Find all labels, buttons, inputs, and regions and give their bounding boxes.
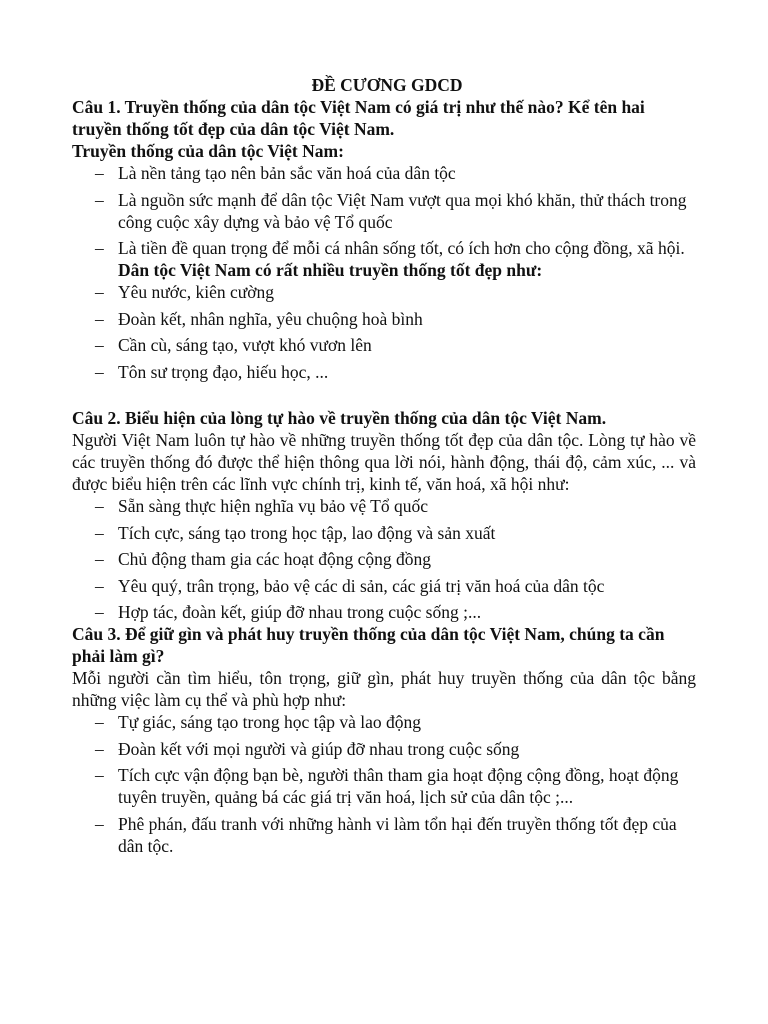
dash-bullet: – (95, 602, 104, 622)
question-1-heading: Câu 1. Truyền thống của dân tộc Việt Nam có giá trị như thế nào? Kể tên hai truyền thống tốt đẹp của dân tộc Việt Nam. (72, 97, 645, 139)
list-item (72, 237, 696, 259)
question-2-list (72, 495, 696, 623)
question-2-paragraph: Người Việt Nam luôn tự hào về những truyền thống tốt đẹp của dân tộc. Lòng tự hào về các truyền thống đó được thể hiện thông qua lời nói, hành động, thái độ, cảm xúc, ... và được biểu hiện trên các lĩnh vực chính trị, kinh tế, văn hoá, xã hội như: (72, 430, 696, 494)
question-3-heading: Câu 3. Để giữ gìn và phát huy truyền thống của dân tộc Việt Nam, chúng ta cần phải làm gì? (72, 624, 665, 666)
dash-bullet: – (95, 282, 104, 302)
list-item-text: Yêu nước, kiên cường (118, 282, 275, 302)
list-item (72, 548, 696, 570)
section-spacer (72, 387, 696, 407)
list-item (72, 601, 696, 623)
list-item-text: Đoàn kết với mọi người và giúp đỡ nhau trong cuộc sống (118, 738, 520, 759)
list-item (72, 189, 696, 233)
list-item-text: Là nền tảng tạo nên bản sắc văn hoá của dân tộc (118, 163, 456, 183)
list-item-text: Chủ động tham gia các hoạt động cộng đồng (118, 549, 431, 569)
question-2-heading: Câu 2. Biểu hiện của lòng tự hào về truyền thống của dân tộc Việt Nam. (72, 408, 607, 428)
list-item-text: Cần cù, sáng tạo, vượt khó vươn lên (118, 335, 372, 355)
list-item (72, 813, 696, 857)
list-item (72, 308, 696, 330)
dash-bullet: – (95, 163, 104, 183)
question-3-section (72, 623, 696, 857)
list-item (72, 738, 696, 760)
dash-bullet: – (95, 712, 104, 732)
question-1-subheading: Truyền thống của dân tộc Việt Nam: (72, 141, 344, 161)
list-item-text: Là nguồn sức mạnh để dân tộc Việt Nam vượt qua mọi khó khăn, thử thách trong công cuộc xây dựng và bảo vệ Tổ quốc (118, 189, 687, 232)
list-item (72, 711, 696, 733)
question-3-list (72, 711, 696, 857)
list-item (72, 575, 696, 597)
list-item (72, 281, 696, 303)
dash-bullet: – (95, 765, 104, 785)
list-item-text: Yêu quý, trân trọng, bảo vệ các di sản, các giá trị văn hoá của dân tộc (118, 575, 605, 596)
question-1-list-2 (72, 281, 696, 383)
dash-bullet: – (95, 738, 104, 759)
dash-bullet: – (95, 549, 104, 569)
list-item (72, 162, 696, 184)
list-item-text: Phê phán, đấu tranh với những hành vi làm tổn hại đến truyền thống tốt đẹp của dân tộc. (118, 813, 677, 856)
question-1-list (72, 162, 696, 259)
dash-bullet: – (95, 496, 104, 516)
question-3-paragraph: Mỗi người cần tìm hiểu, tôn trọng, giữ gìn, phát huy truyền thống của dân tộc bằng những việc làm cụ thể và phù hợp như: (72, 668, 696, 710)
list-item-text: Tự giác, sáng tạo trong học tập và lao động (118, 712, 422, 732)
list-item (72, 495, 696, 517)
list-item (72, 764, 696, 808)
document-title: ĐỀ CƯƠNG GDCD (311, 75, 463, 95)
question-1-section (72, 96, 696, 383)
list-item (72, 361, 696, 383)
dash-bullet: – (95, 335, 104, 355)
question-2-section (72, 407, 696, 623)
list-item-text: Hợp tác, đoàn kết, giúp đỡ nhau trong cuộc sống ;... (118, 602, 482, 622)
dash-bullet: – (95, 522, 104, 543)
dash-bullet: – (95, 813, 104, 834)
list-item-text: Tích cực, sáng tạo trong học tập, lao động và sản xuất (118, 522, 496, 543)
list-item-text: Là tiền đề quan trọng để mỗi cá nhân sống tốt, có ích hơn cho cộng đồng, xã hội. (118, 238, 685, 258)
list-item (72, 522, 696, 544)
document-page (72, 74, 696, 861)
list-item-text: Tôn sư trọng đạo, hiếu học, ... (118, 361, 329, 382)
dash-bullet: – (95, 238, 104, 258)
list-item-text: Tích cực vận động bạn bè, người thân tham gia hoạt động cộng đồng, hoạt động tuyên truyền, quảng bá các giá trị văn hoá, lịch sử của dân tộc ;... (118, 765, 679, 807)
dash-bullet: – (95, 189, 104, 210)
list-item (72, 334, 696, 356)
list-item-text: Đoàn kết, nhân nghĩa, yêu chuộng hoà bình (118, 308, 423, 329)
dash-bullet: – (95, 575, 104, 596)
dash-bullet: – (95, 308, 104, 329)
dash-bullet: – (95, 361, 104, 382)
list-item-text: Sẵn sàng thực hiện nghĩa vụ bảo vệ Tổ quốc (118, 496, 429, 516)
question-1-subheading-2: Dân tộc Việt Nam có rất nhiều truyền thống tốt đẹp như: (118, 260, 543, 280)
